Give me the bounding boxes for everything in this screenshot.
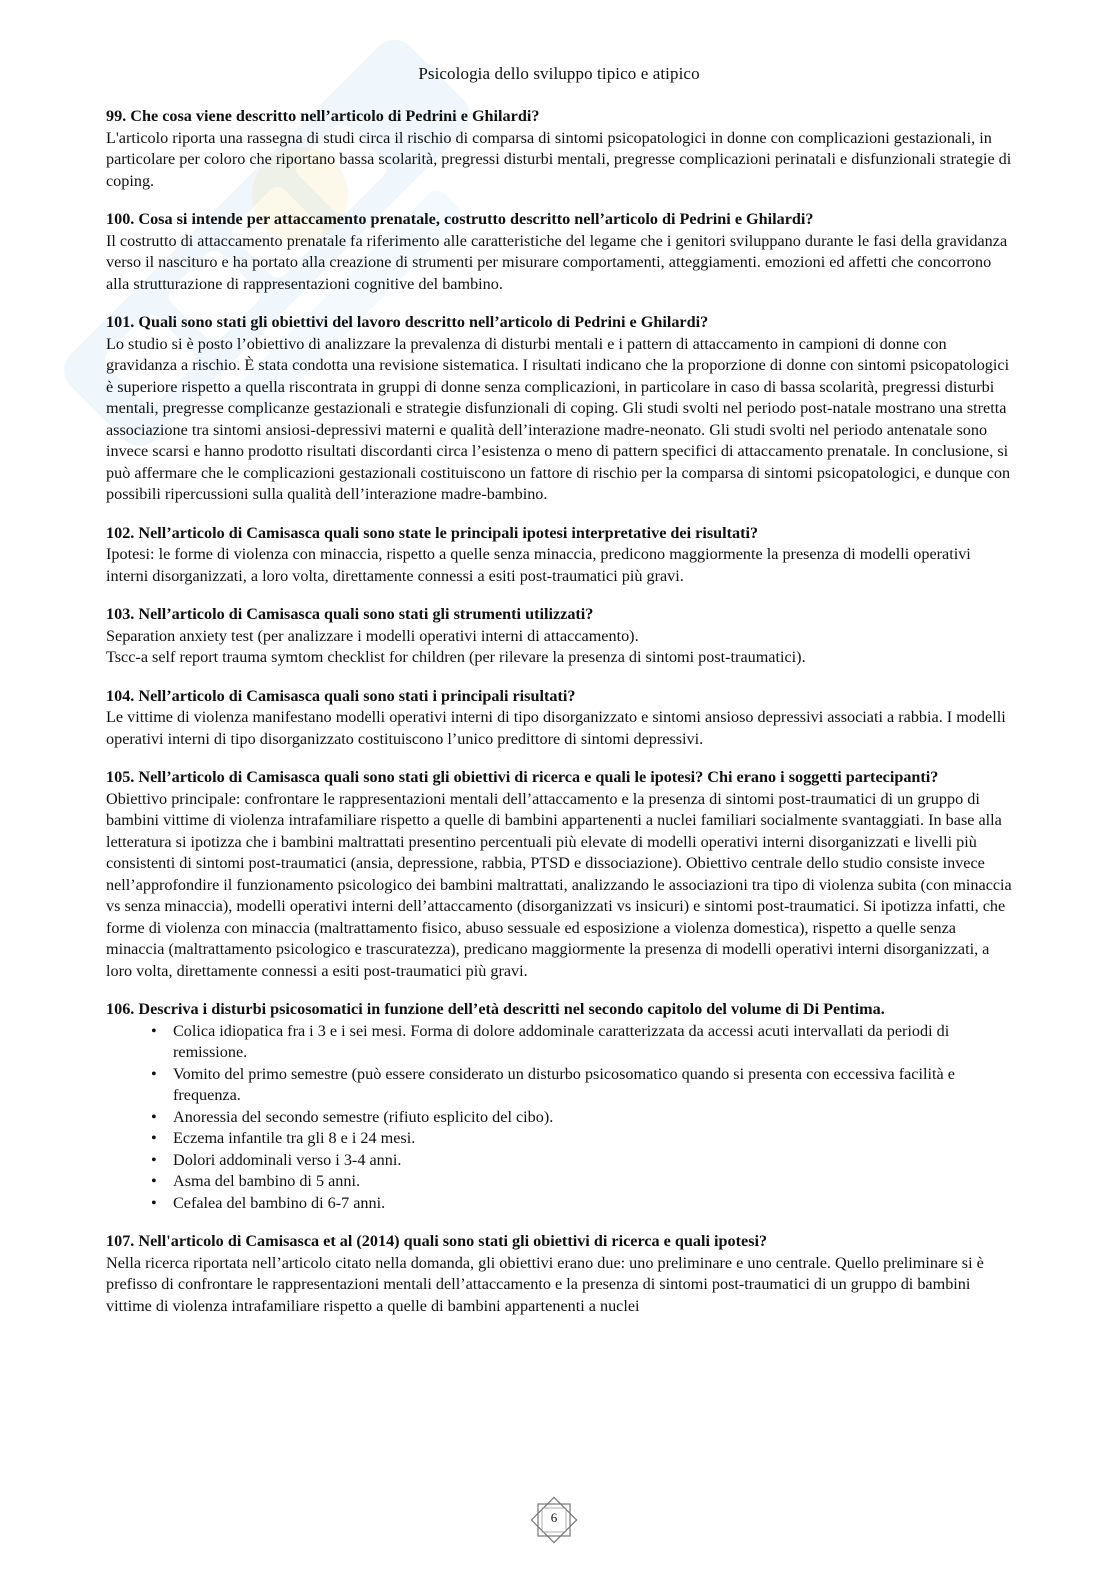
qa-item-106 — [106, 999, 1012, 1214]
question-106: 106. Descriva i disturbi psicosomatici in funzione dell’età descritti nel secondo capitolo del volume di Di Pentima. — [106, 1000, 885, 1018]
question-102: 102. Nell’articolo di Camisasca quali sono state le principali ipotesi interpretative dei risultati? — [106, 523, 759, 542]
qa-item-103 — [106, 604, 1012, 669]
question-104: 104. Nell’articolo di Camisasca quali sono stati i principali risultati? — [106, 686, 576, 705]
list-item: • Colica idiopatica fra i 3 e i sei mesi. Forma di dolore addominale caratterizzata da accessi acuti intervallati da periodi di remissione. — [151, 1021, 1012, 1064]
answer-103-line-2: Tscc-a self report trauma symtom checklist for children (per rilevare la presenza di sintomi post-traumatici). — [106, 648, 806, 666]
answer-101: Lo studio si è posto l’obiettivo di analizzare la prevalenza di disturbi mentali e i pattern di attaccamento in campioni di donne con gravidanza a rischio. È stata condotta una revisione sistematica. I risultati indicano che la proporzione di donne con sintomi psicopatologici è superiore rispetto a quella riscontrata in gruppi di donne senza complicazioni, in particolare in caso di bassa scolarità, pregressi disturbi mentali, pregresse complicanze gestazionali e strategie disfunzionali di coping. Gli studi svolti nel periodo post-natale mostrano una stretta associazione tra sintomi ansiosi-depressivi materni e qualità dell’interazione madre-neonato. Gli studi svolti nel periodo antenatale sono invece scarsi e hanno prodotto risultati discordanti circa l’esistenza o meno di pattern specifici di attaccamento prenatale. In conclusione, si può affermare che le complicazioni gestazionali costituiscono un fattore di rischio per la comparsa di sintomi psicopatologici, e dunque con possibili ripercussioni sulla qualità dell’interazione madre-bambino. — [106, 334, 1011, 503]
answer-103-line-1: Separation anxiety test (per analizzare i modelli operativi interni di attaccamento). — [106, 626, 639, 645]
answer-99: L'articolo riporta una rassegna di studi circa il rischio di comparsa di sintomi psicopatologici in donne con complicazioni gestazionali, in particolare per coloro che riportano bassa scolarità, pregressi disturbi mentali, pregresse complicazioni perinatali e disfunzionali strategie di coping. — [106, 128, 1012, 190]
document-page — [106, 64, 1012, 1334]
answer-102: Ipotesi: le forme di violenza con minaccia, rispetto a quelle senza minaccia, predicono maggiormente la presenza di modelli operativi interni disorganizzati, a loro volta, direttamente connessi a esiti post-traumatici più gravi. — [106, 545, 971, 585]
question-107: 107. Nell'articolo di Camisasca et al (2014) quali sono stati gli obiettivi di ricerca e quali ipotesi? — [106, 1232, 768, 1250]
list-item: • Eczema infantile tra gli 8 e i 24 mesi. — [151, 1128, 1012, 1150]
qa-item-101 — [106, 312, 1012, 506]
list-item: • Anoressia del secondo semestre (rifiuto esplicito del cibo). — [151, 1107, 1012, 1129]
question-101: 101. Quali sono stati gli obiettivi del lavoro descritto nell’articolo di Pedrini e Ghilardi? — [106, 313, 709, 331]
qa-item-104 — [106, 686, 1012, 751]
answer-107: Nella ricerca riportata nell’articolo citato nella domanda, gli obiettivi erano due: uno preliminare e uno centrale. Quello preliminare si è prefisso di confrontare le rappresentazioni mentali dell’attaccamento e la presenza di sintomi post-traumatici di un gruppo di bambini vittime di violenza intrafamiliare rispetto a quelle di bambini appartenenti a nuclei — [106, 1253, 984, 1315]
list-item: • Cefalea del bambino di 6-7 anni. — [151, 1193, 1012, 1215]
page-number: 6 — [550, 1510, 558, 1525]
qa-item-102 — [106, 523, 1012, 588]
list-item: • Vomito del primo semestre (può essere considerato un disturbo psicosomatico quando si presenta con eccessiva facilità e frequenza. — [151, 1064, 1012, 1107]
answer-104: Le vittime di violenza manifestano modelli operativi interni di tipo disorganizzato e sintomi ansioso depressivi associati a rabbia. I modelli operativi interni di tipo disorganizzato costituiscono l’unico predittore di sintomi depressivi. — [106, 708, 1006, 748]
question-99: 99. Che cosa viene descritto nell’articolo di Pedrini e Ghilardi? — [106, 107, 540, 125]
qa-item-107 — [106, 1231, 1012, 1317]
question-100: 100. Cosa si intende per attaccamento prenatale, costrutto descritto nell’articolo di Pedrini e Ghilardi? — [106, 210, 814, 228]
qa-item-100 — [106, 209, 1012, 295]
answer-100: Il costrutto di attaccamento prenatale fa riferimento alle caratteristiche del legame che i genitori sviluppano durante le fasi della gravidanza verso il nascituro e ha portato alla creazione di strumenti per misurare comportamenti, atteggiamenti. emozioni ed affetti che concorrono alla strutturazione di rappresentazioni cognitive del bambino. — [106, 231, 1008, 293]
page-header-title: Psicologia dello sviluppo tipico e atipico — [418, 64, 700, 83]
question-103: 103. Nell’articolo di Camisasca quali sono stati gli strumenti utilizzati? — [106, 605, 594, 623]
answer-105: Obiettivo principale: confrontare le rappresentazioni mentali dell’attaccamento e la presenza di sintomi post-traumatici di un gruppo di bambini vittime di violenza intrafamiliare rispetto a quelle di bambini appartenenti a nuclei familiari socialmente svantaggiati. In base alla letteratura si ipotizza che i bambini maltrattati presentino percentuali più elevate di modelli operativi interni disorganizzati e livelli più consistenti di sintomi post-traumatici (ansia, depressione, rabbia, PTSD e dissociazione). Obiettivo centrale dello studio consiste invece nell’approfondire il funzionamento psicologico dei bambini maltrattati, analizzando le associazioni tra tipo di violenza subita (con minaccia vs senza minaccia), modelli operativi interni dell’attaccamento (disorganizzati vs insicuri) e sintomi post-traumatici. Si ipotizza infatti, che forme di violenza con minaccia (maltrattamento fisico, abuso sessuale ed esposizione a violenza domestica), rispetto a quelle senza minaccia (maltrattamento psicologico e trascuratezza), predicano maggiormente la presenza di modelli operativi interni disorganizzati, a loro volta, direttamente connessi a esiti post-traumatici più gravi. — [106, 789, 1012, 980]
question-105: 105. Nell’articolo di Camisasca quali sono stati gli obiettivi di ricerca e quali le ipotesi? Chi erano i soggetti partecipanti? — [106, 768, 939, 786]
list-item: • Asma del bambino di 5 anni. — [151, 1171, 1012, 1193]
page-footer — [524, 1490, 584, 1550]
list-item: • Dolori addominali verso i 3-4 anni. — [151, 1150, 1012, 1172]
qa-item-99 — [106, 106, 1012, 192]
bullet-list — [106, 1021, 1012, 1215]
qa-item-105 — [106, 767, 1012, 982]
